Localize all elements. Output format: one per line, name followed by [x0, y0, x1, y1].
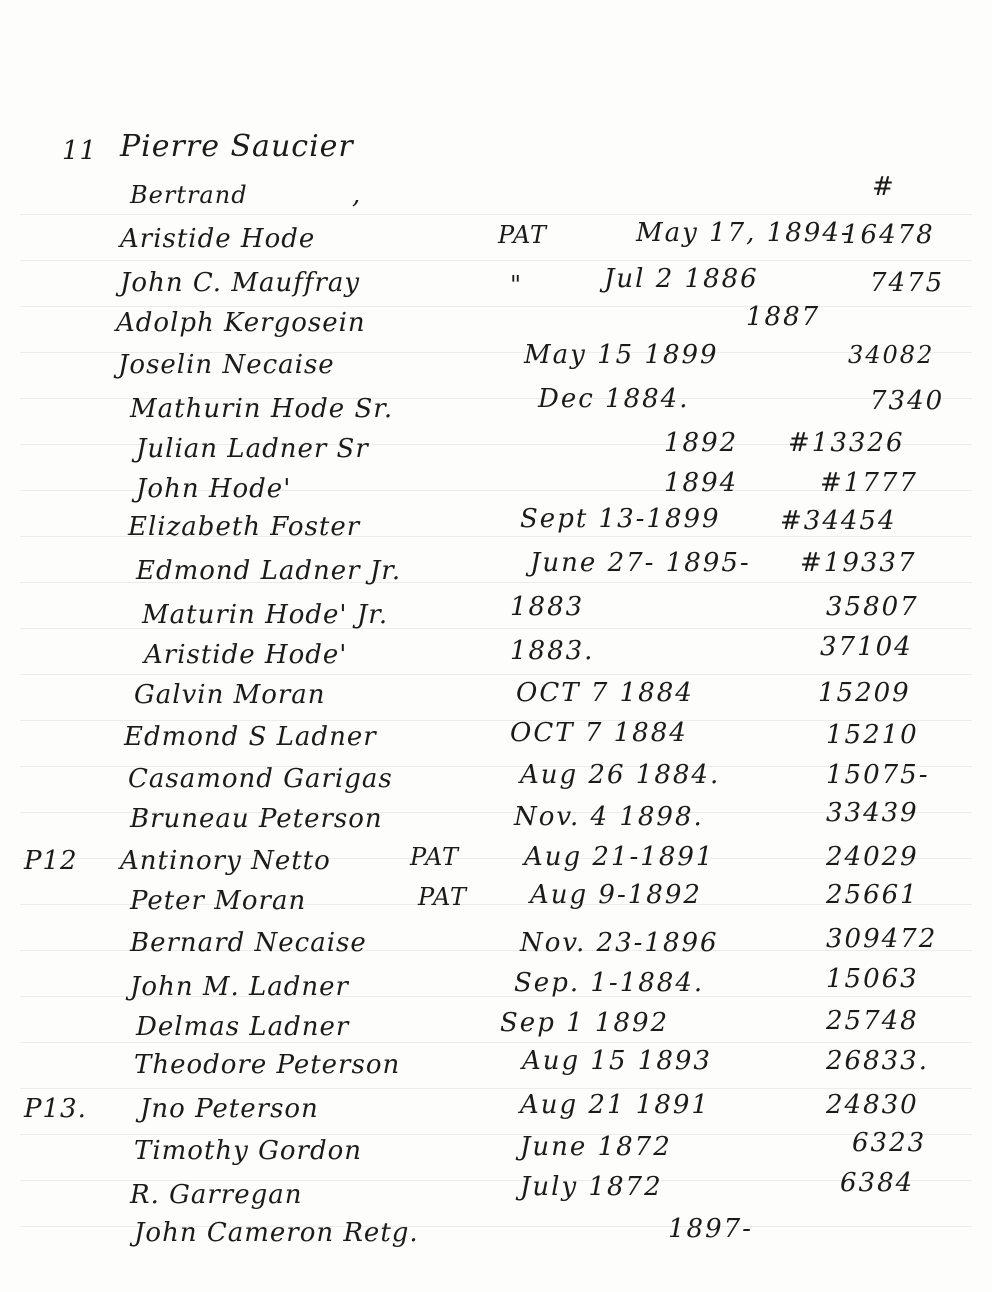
entry-number: 16478 — [842, 220, 935, 250]
entry-date: Aug 21 1891 — [520, 1090, 710, 1120]
page-rule — [20, 260, 972, 261]
entry-name: John Cameron Retg. — [134, 1218, 419, 1248]
entry-name: Aristide Hode — [120, 224, 316, 254]
entry-name: Adolph Kergosein — [116, 308, 366, 338]
entry-name: Mathurin Hode Sr. — [130, 394, 394, 424]
entry-date: July 1872 — [520, 1172, 663, 1202]
entry-date: Aug 15 1893 — [522, 1046, 712, 1076]
entry-name: John M. Ladner — [130, 972, 349, 1002]
entry-number: 7475 — [870, 268, 945, 298]
entry-date: Aug 21-1891 — [524, 842, 715, 872]
entry-date: June 1872 — [520, 1132, 672, 1162]
entry-number: 25748 — [826, 1006, 919, 1036]
entry-page-ref: P13. — [24, 1094, 87, 1124]
header-number: 11 — [62, 136, 98, 166]
entry-date: Sep 1 1892 — [500, 1008, 670, 1038]
entry-number: 33439 — [826, 798, 919, 828]
entry-date: OCT 7 1884 — [516, 678, 694, 708]
entry-name: Edmond Ladner Jr. — [136, 556, 402, 586]
entry-type: PAT — [410, 843, 459, 871]
entry-name: R. Garregan — [130, 1180, 303, 1210]
entry-number: 309472 — [826, 924, 938, 954]
entry-date: 1887 — [746, 302, 821, 332]
entry-number: 6323 — [852, 1128, 927, 1158]
entry-name: Aristide Hode' — [144, 640, 348, 670]
page-rule — [20, 306, 972, 307]
entry-number: 15063 — [826, 964, 919, 994]
entry-date: 1892 — [664, 428, 739, 458]
entry-number: 15210 — [826, 720, 919, 750]
sub-mark: , — [352, 180, 362, 210]
entry-name: Peter Moran — [130, 886, 307, 916]
page-rule — [20, 1042, 972, 1043]
entry-name: Delmas Ladner — [136, 1012, 350, 1042]
entry-date: Aug 9-1892 — [530, 880, 702, 910]
entry-date: Jul 2 1886 — [604, 264, 759, 294]
entry-date: May 15 1899 — [524, 340, 719, 370]
entry-name: Maturin Hode' Jr. — [142, 600, 389, 630]
entry-number: 25661 — [826, 880, 919, 910]
entry-date: Dec 1884. — [538, 384, 690, 414]
entry-date: Aug 26 1884. — [520, 760, 721, 790]
entry-page-ref: P12 — [24, 846, 78, 876]
entry-type: PAT — [418, 883, 467, 911]
entry-number: 15209 — [818, 678, 911, 708]
entry-date: 1894 — [664, 468, 739, 498]
entry-number: #34454 — [780, 506, 897, 536]
entry-number: 7340 — [870, 386, 945, 416]
entry-date: 1883 — [510, 592, 585, 622]
header-name: Pierre Saucier — [120, 129, 354, 164]
entry-name: Bruneau Peterson — [130, 804, 383, 834]
entry-date: OCT 7 1884 — [510, 718, 688, 748]
entry-date: Nov. 4 1898. — [514, 802, 704, 832]
entry-name: Theodore Peterson — [134, 1050, 401, 1080]
entry-name: Antinory Netto — [120, 846, 331, 876]
entry-date: Sept 13-1899 — [520, 504, 721, 534]
entry-date: June 27- 1895- — [530, 548, 751, 578]
page-rule — [20, 1088, 972, 1089]
entry-type: " — [510, 271, 523, 299]
entry-number: 26833. — [826, 1046, 929, 1076]
entry-date: 1897- — [668, 1214, 753, 1244]
entry-number: #13326 — [788, 428, 905, 458]
entry-name: Casamond Garigas — [128, 764, 393, 794]
entry-number: #19337 — [800, 548, 917, 578]
entry-number: 34082 — [848, 341, 935, 369]
entry-name: John Hode' — [136, 474, 292, 504]
entry-date: Sep. 1-1884. — [514, 968, 705, 998]
entry-name: Edmond S Ladner — [124, 722, 377, 752]
entry-number: #1777 — [820, 468, 918, 498]
entry-type: PAT — [498, 221, 547, 249]
entry-number: 15075- — [826, 760, 930, 790]
entry-number: 37104 — [820, 632, 913, 662]
page-rule — [20, 214, 972, 215]
entry-number: 35807 — [826, 592, 919, 622]
entry-name: John C. Mauffray — [120, 268, 361, 298]
entry-number: 24830 — [826, 1090, 919, 1120]
entry-date: 1883. — [510, 636, 595, 666]
entry-date: Nov. 23-1896 — [520, 928, 719, 958]
entry-date: May 17, 1894- — [636, 218, 852, 248]
entry-name: Galvin Moran — [134, 680, 326, 710]
entry-number: 6384 — [840, 1168, 915, 1198]
entry-name: Joselin Necaise — [118, 350, 335, 380]
sub-name: Bertrand — [130, 181, 248, 209]
entry-name: Bernard Necaise — [130, 928, 367, 958]
entry-name: Jno Peterson — [140, 1094, 319, 1124]
page-rule — [20, 674, 972, 675]
entry-name: Elizabeth Foster — [128, 512, 361, 542]
entry-name: Timothy Gordon — [134, 1136, 363, 1166]
entry-name: Julian Ladner Sr — [136, 434, 369, 464]
page-rule — [20, 1134, 972, 1135]
entry-number: 24029 — [826, 842, 919, 872]
number-header: # — [872, 172, 895, 202]
